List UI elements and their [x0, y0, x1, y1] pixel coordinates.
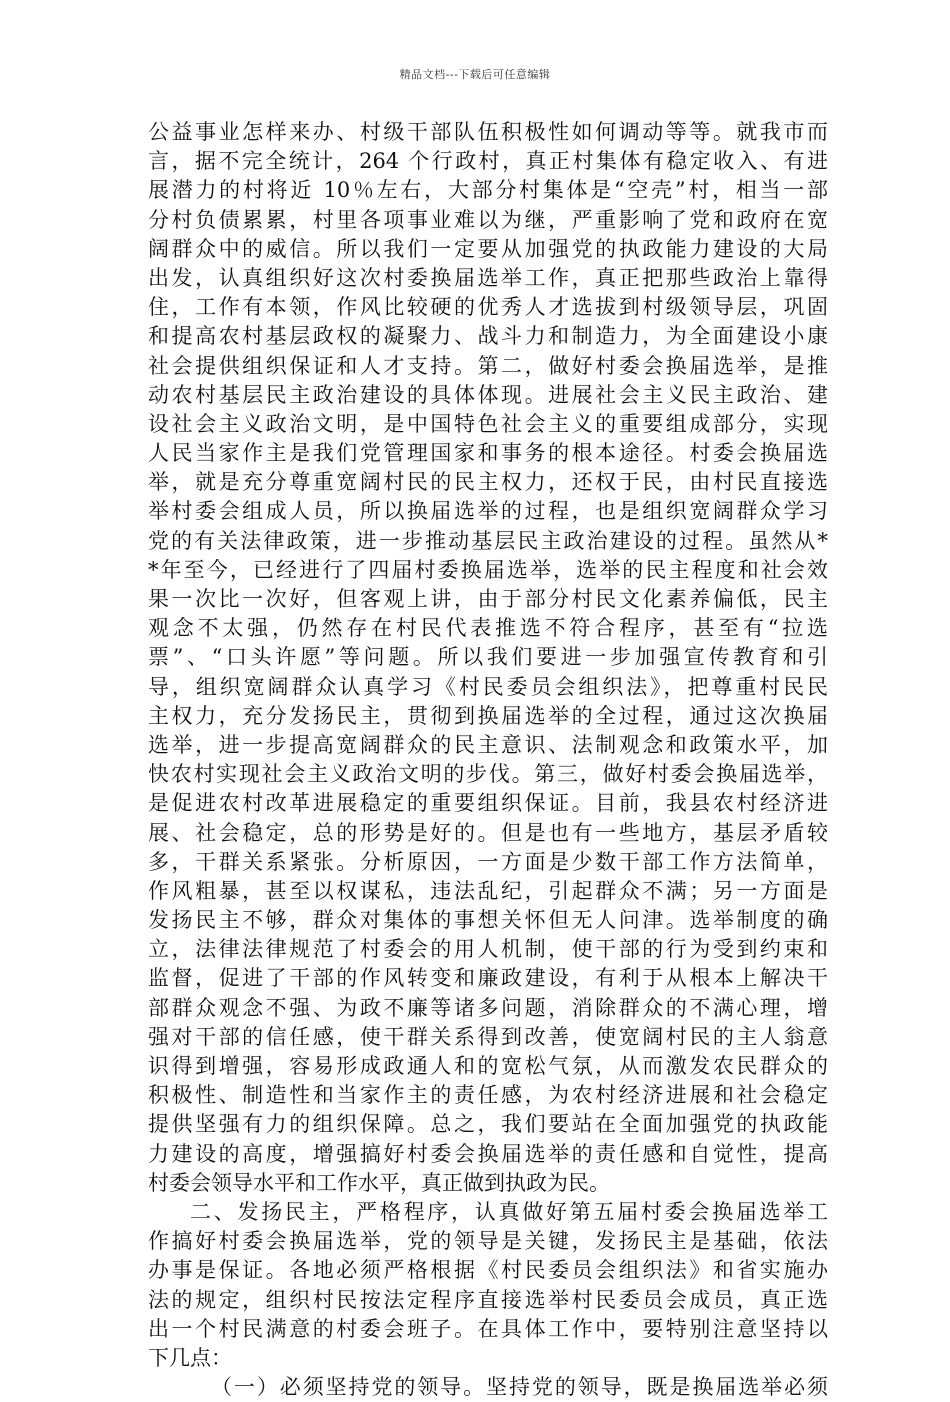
text-line: 言，据不完全统计，264 个行政村，真正村集体有稳定收入、有进 — [148, 149, 828, 174]
text-line: 办事是保证。各地必须严格根据《村民委员会组织法》和省实施办 — [148, 1258, 828, 1283]
text-line: 积极性、制造性和当家作主的责任感，为农村经济进展和社会稳定 — [148, 1083, 828, 1108]
text-line: 识得到增强，容易形成政通人和的宽松气氛，从而激发农民群众的 — [148, 1054, 828, 1078]
document-body — [148, 118, 828, 1402]
text-line: 党的有关法律政策，进一步推动基层民主政治建设的过程。虽然从* — [148, 528, 828, 553]
text-line: 举，就是充分尊重宽阔村民的民主权力，还权于民，由村民直接选 — [148, 470, 828, 495]
page-header: 精品文档---下载后可任意编辑 — [399, 68, 551, 81]
text-line: 快农村实现社会主义政治文明的步伐。第三，做好村委会换届选举， — [148, 762, 828, 787]
text-line: 公益事业怎样来办、村级干部队伍积极性如何调动等等。就我市而 — [148, 120, 828, 144]
text-line: 展、社会稳定，总的形势是好的。但是也有一些地方，基层矛盾较 — [148, 820, 828, 845]
text-line: 提供坚强有力的组织保障。总之，我们要站在全面加强党的执政能 — [148, 1112, 828, 1137]
subsection-heading-line: （一）必须坚持党的领导。坚持党的领导，既是换届选举必须 — [211, 1375, 828, 1400]
text-line: 导，组织宽阔群众认真学习《村民委员会组织法》，把尊重村民民 — [148, 674, 828, 699]
text-line: 作搞好村委会换届选举，党的领导是关键，发扬民主是基础，依法 — [148, 1229, 828, 1254]
text-line: 动农村基层民主政治建设的具体体现。进展社会主义民主政治、建 — [148, 382, 828, 407]
text-line: 社会提供组织保证和人才支持。第二，做好村委会换届选举，是推 — [148, 353, 828, 378]
text-line: 作风粗暴，甚至以权谋私，违法乱纪，引起群众不满；另一方面是 — [148, 878, 828, 903]
text-line: 人民当家作主是我们党管理国家和事务的根本途径。村委会换届选 — [148, 441, 828, 466]
text-line: 举村委会组成人员，所以换届选举的过程，也是组织宽阔群众学习 — [148, 499, 828, 524]
text-line: 发扬民主不够，群众对集体的事想关怀但无人问津。选举制度的确 — [148, 908, 828, 933]
text-line: 多，干群关系紧张。分析原因，一方面是少数干部工作方法简单， — [148, 849, 828, 874]
text-line: 下几点： — [148, 1345, 232, 1370]
text-line: 是促进农村改革进展稳定的重要组织保证。目前，我县农村经济进 — [148, 791, 828, 816]
text-line: *年至今，已经进行了四届村委换届选举，选举的民主程度和社会效 — [148, 557, 828, 582]
text-line: 和提高农村基层政权的凝聚力、战斗力和制造力，为全面建设小康 — [148, 324, 828, 349]
text-line: 部群众观念不强、为政不廉等诸多问题，消除群众的不满心理，增 — [148, 995, 828, 1020]
text-line: 选举，进一步提高宽阔群众的民主意识、法制观念和政策水平，加 — [148, 732, 828, 757]
text-line: 住，工作有本领，作风比较硬的优秀人才选拔到村级领导层，巩固 — [148, 295, 828, 320]
text-line: 村委会领导水平和工作水平，真正做到执政为民。 — [148, 1170, 610, 1195]
text-line: 法的规定，组织村民按法定程序直接选举村民委员会成员，真正选 — [148, 1287, 828, 1312]
section-heading-line: 二、发扬民主，严格程序，认真做好第五届村委会换届选举工 — [190, 1199, 828, 1224]
text-line: 力建设的高度，增强搞好村委会换届选举的责任感和自觉性，提高 — [148, 1141, 828, 1166]
text-line: 立，法律法律规范了村委会的用人机制，使干部的行为受到约束和 — [148, 937, 828, 962]
text-line: 出一个村民满意的村委会班子。在具体工作中，要特别注意坚持以 — [148, 1316, 828, 1341]
text-line: 观念不太强，仍然存在村民代表推选不符合程序，甚至有“拉选 — [148, 616, 828, 641]
text-line: 展潜力的村将近 10％左右，大部分村集体是“空壳”村，相当一部 — [148, 178, 828, 203]
text-line: 强对干部的信任感，使干群关系得到改善，使宽阔村民的主人翁意 — [148, 1024, 828, 1049]
text-line: 监督，促进了干部的作风转变和廉政建设，有利于从根本上解决干 — [148, 966, 828, 991]
text-line: 阔群众中的威信。所以我们一定要从加强党的执政能力建设的大局 — [148, 236, 828, 261]
text-line: 分村负债累累，村里各项事业难以为继，严重影响了党和政府在宽 — [148, 207, 828, 232]
text-line: 出发，认真组织好这次村委换届选举工作，真正把那些政治上靠得 — [148, 265, 828, 290]
text-line: 票”、“口头许愿”等问题。所以我们要进一步加强宣传教育和引 — [148, 645, 828, 670]
text-line: 设社会主义政治文明，是中国特色社会主义的重要组成部分，实现 — [148, 411, 828, 436]
text-line: 果一次比一次好，但客观上讲，由于部分村民文化素养偏低，民主 — [148, 587, 828, 611]
text-line: 主权力，充分发扬民主，贯彻到换届选举的全过程，通过这次换届 — [148, 703, 828, 728]
